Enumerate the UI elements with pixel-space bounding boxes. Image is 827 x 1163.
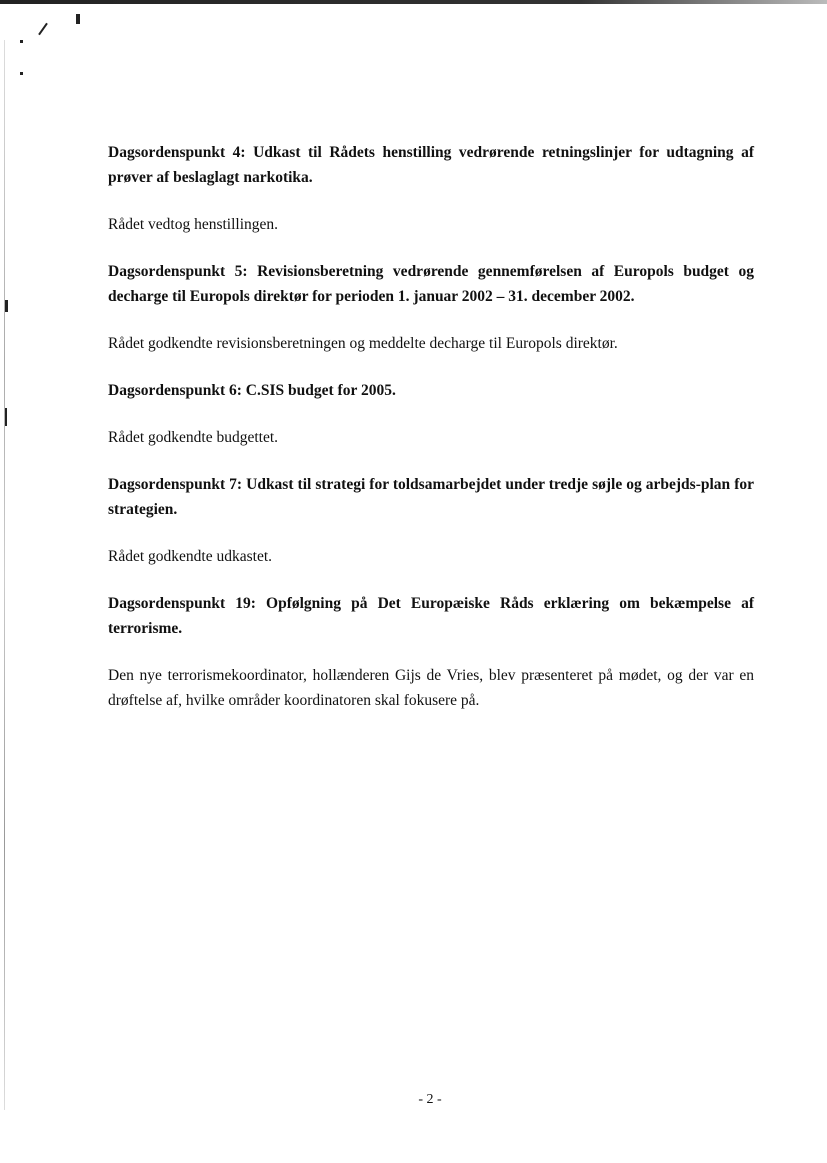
agenda-text-19: Den nye terrorismekoordinator, hollænderen Gijs de Vries, blev præsenteret på mødet, og der var en drøftelse af, hvilke områder koordinatoren skal fokusere på. — [108, 667, 754, 709]
agenda-heading-7: Dagsordenspunkt 7: Udkast til strategi for toldsamarbejdet under tredje søjle og arbejds-plan for strategien. — [108, 476, 754, 518]
scan-top-edge — [0, 0, 827, 4]
scan-mark — [20, 40, 23, 43]
agenda-heading-5: Dagsordenspunkt 5: Revisionsberetning vedrørende gennemførelsen af Europols budget og decharge til Europols direktør for perioden 1. januar 2002 – 31. december 2002. — [108, 263, 754, 305]
agenda-text-6: Rådet godkendte budgettet. — [108, 429, 279, 446]
agenda-heading-4: Dagsordenspunkt 4: Udkast til Rådets henstilling vedrørende retningslinjer for udtagning af prøver af beslaglagt narkotika. — [108, 144, 754, 186]
scan-mark — [38, 23, 48, 36]
agenda-text-4: Rådet vedtog henstillingen. — [108, 216, 279, 233]
agenda-heading-6: Dagsordenspunkt 6: C.SIS budget for 2005. — [108, 382, 396, 399]
scan-mark — [76, 14, 80, 24]
scan-left-edge — [4, 40, 5, 1110]
agenda-heading-19: Dagsordenspunkt 19: Opfølgning på Det Europæiske Råds erklæring om bekæmpelse af terrorisme. — [108, 595, 754, 637]
document-body — [108, 140, 754, 735]
agenda-text-5: Rådet godkendte revisionsberetningen og meddelte decharge til Europols direktør. — [108, 335, 618, 352]
agenda-text-7: Rådet godkendte udkastet. — [108, 548, 272, 565]
scan-mark — [20, 72, 23, 75]
page-number: - 2 - — [418, 1092, 442, 1107]
scan-mark — [5, 300, 8, 312]
scan-mark — [5, 408, 7, 426]
